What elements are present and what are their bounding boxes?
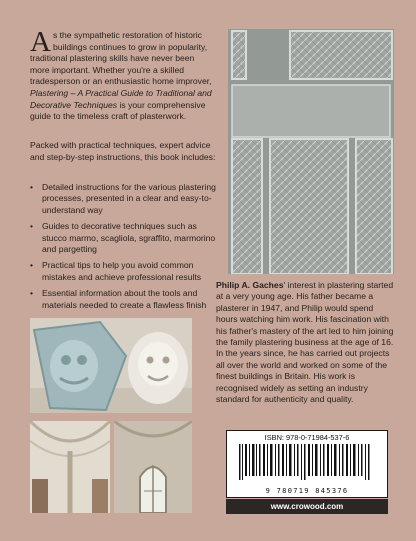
intro-text-end: is your comprehensive guide to the timeless craft of plasterwork.	[30, 99, 206, 122]
drop-cap: A	[30, 26, 51, 58]
isbn-barcode	[226, 430, 388, 498]
intro-text-start: s the sympathetic restoration of historic buildings continues to grow in popularity, traditional plastering skills have never been more important. Whether you're a skilled tradesperson or an enthusiastic home improver,	[30, 30, 212, 87]
feature-item: • Guides to decorative techniques such as stucco marmo, scagliola, sgraffito, marmorino and pargetting	[30, 221, 220, 255]
feature-item: • Essential information about the tools and materials needed to create a flawless finish	[30, 288, 220, 311]
barcode-digits: 9 780719 845376	[265, 487, 349, 495]
includes-intro: Packed with practical techniques, expert advice and step-by-step instructions, this book includes:	[30, 140, 216, 162]
barcode-bars	[235, 444, 379, 480]
plaster-panel-photo	[228, 29, 394, 274]
isbn-label: ISBN: 978-0-71984-537-6	[264, 433, 350, 442]
feature-item: • Practical tips to help you avoid common mistakes and achieve professional results	[30, 260, 220, 283]
plaster-moulds-photo	[30, 318, 192, 413]
feature-item: • Detailed instructions for the various plastering processes, presented in a clear and easy-to-understand way	[30, 182, 220, 216]
intro-paragraph	[30, 26, 216, 123]
arched-window-photo	[114, 421, 192, 513]
author-bio	[216, 280, 394, 405]
publisher-url[interactable]: www.crowood.com	[226, 499, 388, 514]
feature-list	[30, 182, 220, 316]
book-title: Plastering – A Practical Guide to Traditional and Decorative Techniques	[30, 87, 212, 110]
bio-text: ' interest in plastering started at a very young age. His father became a plasterer in 1947, and Philip would spend hours watching him work. His fascination with his father's mastery of the art led to him joining the family plastering business at the age of 16. In the years since, he has carried out projects all over the world and worked on some of the finest buildings in Britain. His work is recognised widely as setting an industry standard for authenticity and quality.	[216, 280, 394, 405]
author-name: Philip A. Gaches	[216, 280, 284, 290]
vaulted-ceiling-photo	[30, 421, 110, 513]
